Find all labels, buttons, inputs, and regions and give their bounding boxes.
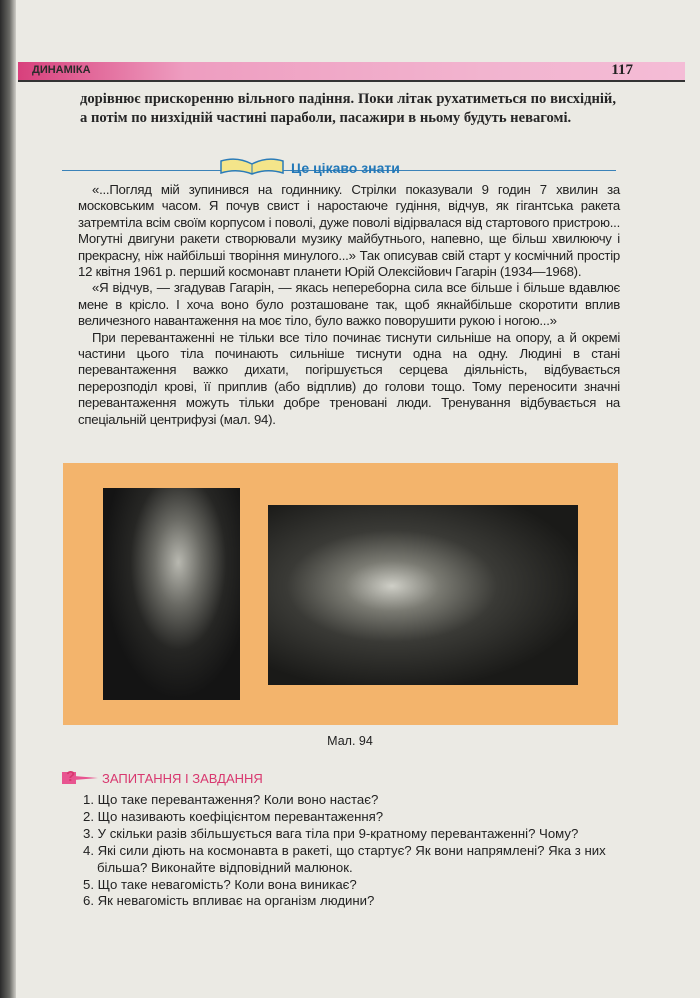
- question-mark-icon: [62, 766, 98, 791]
- page-binding-edge: [0, 0, 16, 998]
- questions-heading: [62, 766, 263, 791]
- questions-title: ЗАПИТАННЯ І ЗАВДАННЯ: [102, 771, 263, 786]
- interest-heading: [219, 155, 400, 180]
- questions-list: [83, 792, 623, 910]
- figure-caption: Мал. 94: [327, 734, 373, 748]
- quote-paragraph: «Я відчув, — згадував Гагарін, — якась непереборна сила все більше і більше вдавлює мене в крісло. І хоча воно було розташоване так, щоб якнайбільше скоротити вплив величезного навантаження на моє тіло, було важко поворушити рукою і ногою...»: [78, 280, 620, 329]
- question-item: 1. Що таке перевантаження? Коли воно настає?: [83, 792, 379, 807]
- body-text: [78, 182, 620, 428]
- figure-94: [63, 463, 618, 725]
- overload-paragraph: При перевантаженні не тільки все тіло починає тиснути сильніше на опору, а й окремі частини цього тіла починають сильніше тиснути одна на одну. Людині в стані перевантаження важко дихати, погіршується серцева діяльність, відбувається перерозподіл крові, її приплив (або відплив) до голови тощо. Тому переносити значні перевантаження можуть тільки добре треновані люди. Тренування відбувається на спеціальній центрифузі (мал. 94).: [78, 329, 620, 427]
- question-item: 2. Що називають коефіцієнтом перевантаження?: [83, 808, 384, 824]
- gagarin-portrait-photo: [103, 488, 240, 700]
- page-number: 117: [611, 62, 633, 78]
- running-header: [18, 62, 685, 82]
- intro-paragraph: дорівнює прискоренню вільного падіння. Поки літак рухатиметься по висхідній, а потім по низхідній частині параболи, пасажири в ньому будуть невагомі.: [80, 91, 616, 126]
- centrifuge-photo: [268, 505, 578, 685]
- question-item: 4. Які сили діють на космонавта в ракеті, що стартує? Як вони напрямлені? Яка з них більша? Виконайте відповідний малюнок.: [83, 842, 606, 875]
- open-book-icon: [219, 155, 285, 180]
- question-item: 5. Що таке невагомість? Коли вона виникає?: [83, 876, 357, 892]
- quote-paragraph: «...Погляд мій зупинився на годиннику. Стрілки показували 9 годин 7 хвилин за московським часом. Я почув свист і наростаюче гудіння, відчув, як гігантська ракета затремтіла всім своїм корпусом і поволі, дуже поволі відірвалася від стартового пристрою... Могутні двигуни ракети створювали музику майбутнього, напевно, ще більш хвилюючу і прекрасну, ніж найбільші творіння минулого...» Так описував свій старт у космічний простір 12 квітня 1961 р. перший космонавт планети Юрій Олексійович Гагарін (1934—1968).: [78, 182, 620, 280]
- svg-text:?: ?: [66, 768, 76, 785]
- question-item: 6. Як невагомість впливає на організм людини?: [83, 893, 375, 909]
- interest-title: Це цікаво знати: [291, 159, 400, 176]
- section-title: ДИНАМІКА: [32, 64, 91, 76]
- question-item: 3. У скільки разів збільшується вага тіла при 9-кратному перевантаженні? Чому?: [83, 825, 579, 841]
